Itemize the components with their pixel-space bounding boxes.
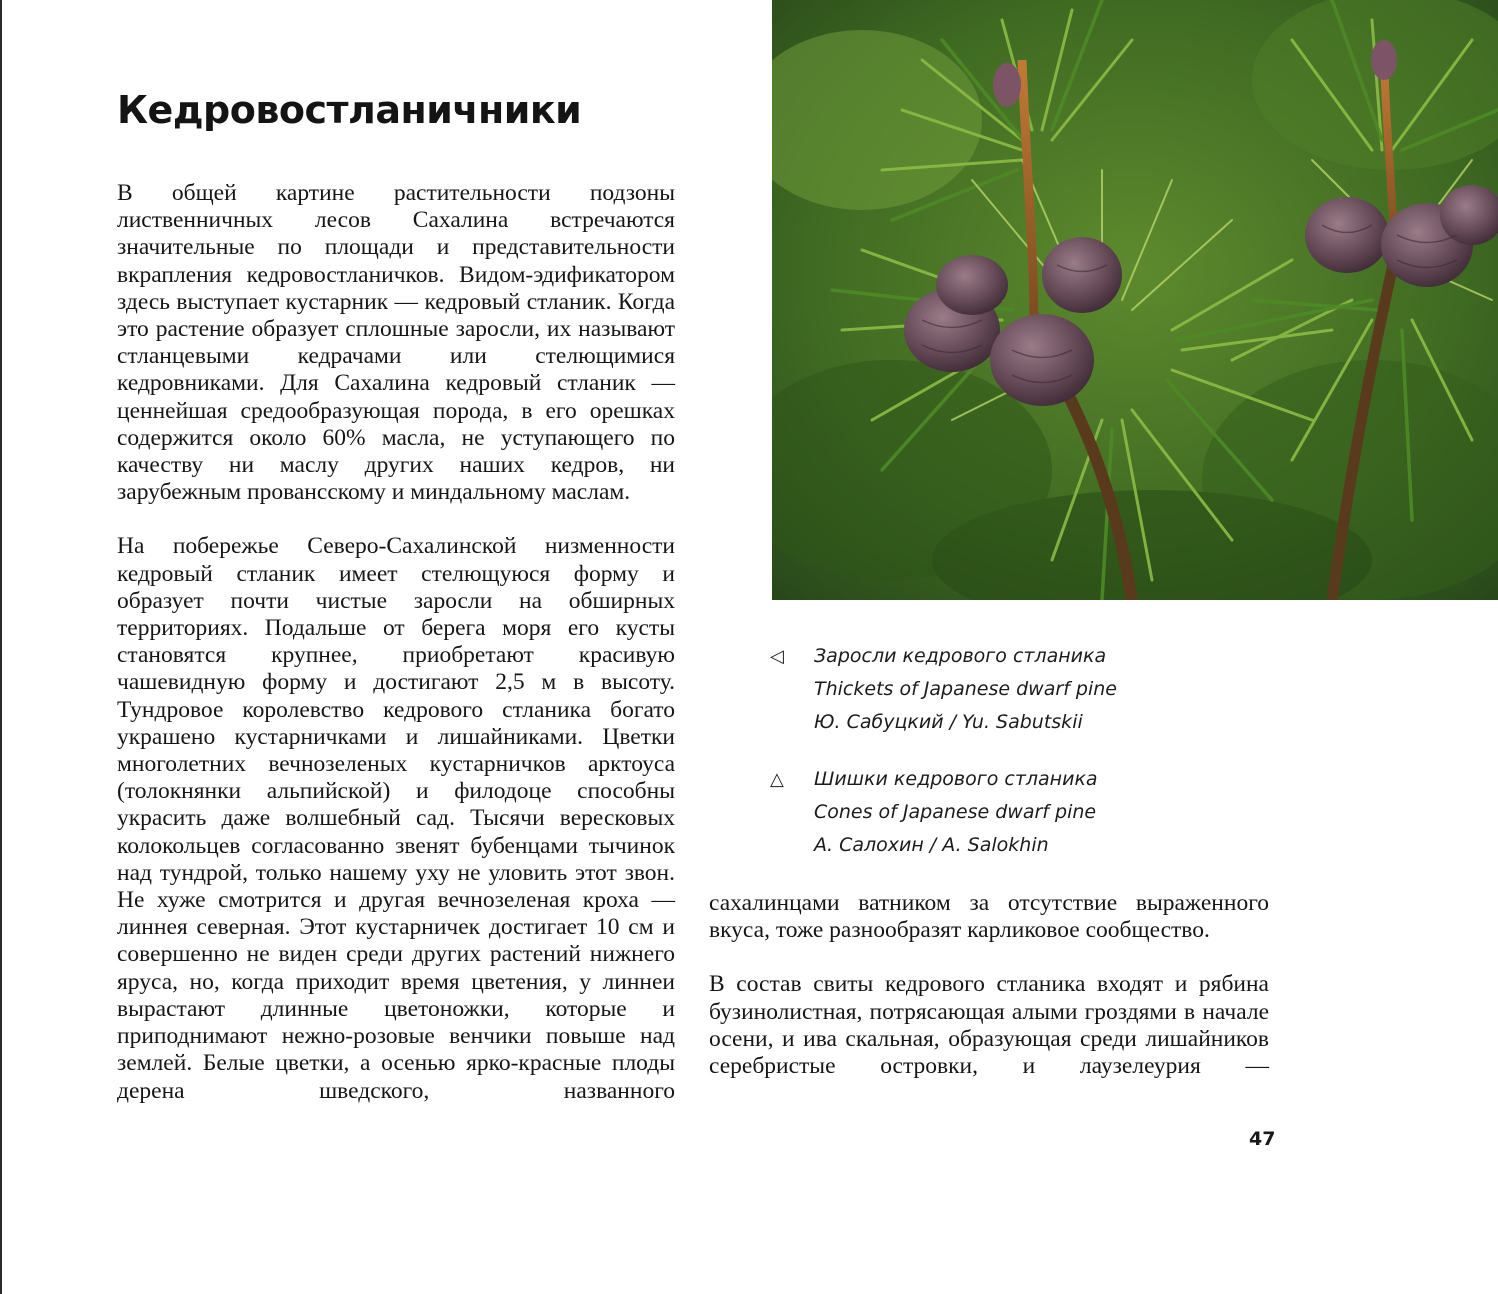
caption-credit: Ю. Сабуцкий / Yu. Sabutskii xyxy=(814,711,1083,733)
caption-english: Cones of Japanese dwarf pine xyxy=(814,801,1097,823)
page-edge-line xyxy=(0,0,2,1294)
up-triangle-icon: △ xyxy=(770,769,784,790)
caption-russian: Заросли кедрового стланика xyxy=(814,645,1107,667)
body-paragraph-4: В состав свиты кедрового стланика входят и рябина бузинолистная, потрясающая алыми гроздями в начале осени, и ива скальная, образующая среди лишайников серебристые островки, и лаузелеурия — xyxy=(709,971,1269,1080)
page-title: Кедровостланичники xyxy=(117,88,582,132)
pine-cone xyxy=(936,255,1008,315)
photo-japanese-dwarf-pine xyxy=(772,0,1498,600)
pine-cone xyxy=(990,314,1094,406)
caption-english: Thickets of Japanese dwarf pine xyxy=(814,678,1117,700)
left-text-column xyxy=(117,180,675,1105)
left-triangle-icon: ◁ xyxy=(770,646,784,667)
body-paragraph-3: сахалинцами ватником за отсутствие выраженного вкуса, тоже разнообразят карликовое сообщество. xyxy=(709,890,1269,944)
photo-caption-cones xyxy=(770,763,1290,862)
caption-russian: Шишки кедрового стланика xyxy=(814,768,1098,790)
right-text-column xyxy=(709,890,1269,1080)
body-paragraph-1: В общей картине растительности подзоны лиственничных лесов Сахалина встречаются значительные по площади и представительности вкрапления кедровостланичков. Видом-эдификатором здесь выступает кустарник — кедровый стланик. Когда это растение образует сплошные заросли, их называют стланцевыми кедрачами или стелющимися кедровниками. Для Сахалина кедровый стланик — ценнейшая средообразующая порода, в его орешках содержится около 60% масла, не уступающего по качеству ни маслу других наших кедров, ни зарубежным провансскому и миндальному маслам. xyxy=(117,180,675,506)
photo-caption-thickets xyxy=(770,640,1290,739)
caption-credit: А. Салохин / A. Salokhin xyxy=(814,834,1049,856)
page-number: 47 xyxy=(1249,1128,1276,1150)
pine-cone xyxy=(1042,237,1122,313)
pine-cone xyxy=(1305,197,1389,273)
pine-flower xyxy=(993,63,1021,107)
body-paragraph-2: На побережье Северо-Сахалинской низменности кедровый стланик имеет стелющуюся форму и образует почти чистые заросли на обширных территориях. Подальше от берега моря его кусты становятся крупнее, приобретают красивую чашевидную форму и достигают 2,5 м в высоту. Тундровое королевство кедрового стланика богато украшено кустарничками и лишайниками. Цветки многолетних вечнозеленых кустарничков арктоуса (толокнянки альпийской) и филодоце способны украсить даже волшебный сад. Тысячи вересковых колокольцев согласованно звенят бубенцами тычинок над тундрой, только нашему уху не уловить этот звон. Не хуже смотрится и другая вечнозеленая кроха — линнея северная. Этот кустарничек достигает 10 см и совершенно не виден среди других растений нижнего яруса, но, когда приходит время цветения, у линнеи вырастают длинные цветоножки, которые и приподнимают нежно-розовые венчики повыше над землей. Белые цветки, а осенью ярко-красные плоды дерена шведского, названного xyxy=(117,533,675,1104)
pine-cones-photo-illustration xyxy=(772,0,1498,600)
pine-flower xyxy=(1371,40,1397,80)
